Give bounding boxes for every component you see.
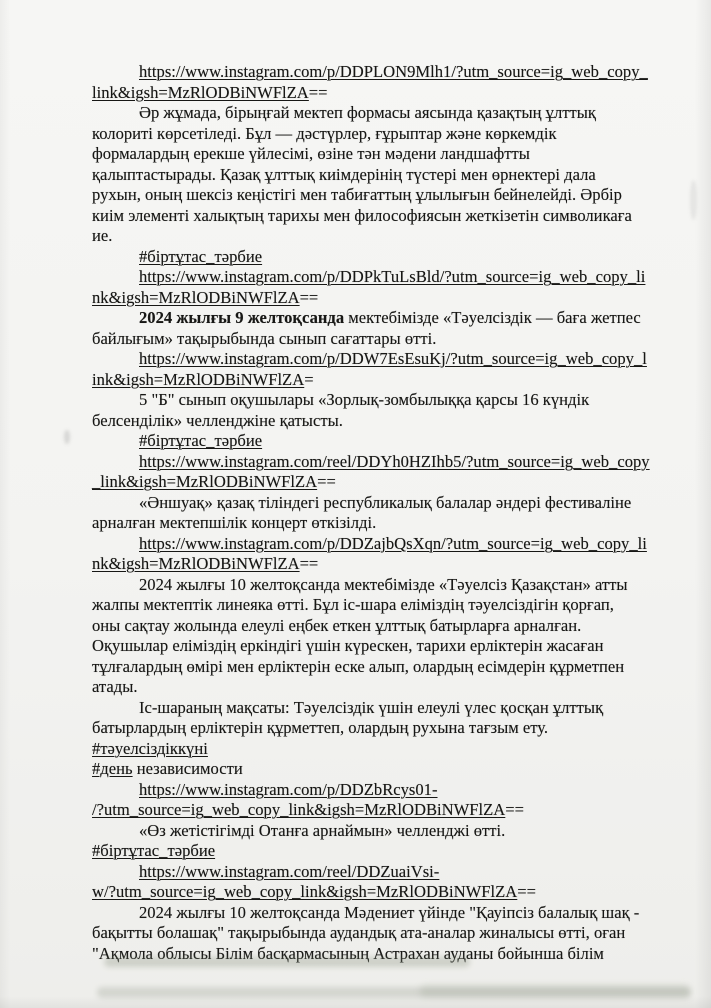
- document-line: [92, 83, 672, 104]
- body-text: независимости: [132, 759, 243, 778]
- body-text: 2024 жылғы 10 желтоқсанда мектебімізде «Тәуелсіз Қазақстан» атты: [139, 574, 628, 594]
- url-link[interactable]: https://www.instagram.com/p/DDZajbQsXqn/?utm_source=ig_web_copy_li: [139, 533, 647, 553]
- hashtag-link[interactable]: #день: [92, 759, 133, 778]
- body-text: батырлардың ерліктерін құрметтеп, олардың рухына тағзым ету.: [92, 718, 549, 737]
- document-line: [92, 308, 672, 329]
- document-line: [92, 226, 672, 247]
- body-text: Әр жұмада, бірыңғай мектеп формасы аясында қазақтың ұлттық: [139, 103, 596, 122]
- document-line: [92, 780, 672, 801]
- hashtag-link[interactable]: #тәуелсіздіккүні: [92, 738, 208, 758]
- body-text: «Әншуақ» қазақ тіліндегі республикалық балалар әндері фестиваліне: [139, 492, 632, 512]
- document-line: [92, 677, 672, 698]
- body-text: байлығым» тақырыбында сынып сағаттары өтті.: [92, 328, 437, 348]
- document-line: [92, 657, 672, 678]
- document-line: [92, 534, 672, 555]
- url-link[interactable]: nk&igsh=MzRlODBiNWFlZA: [92, 287, 300, 307]
- body-text: мектебімізде «Тәуелсіздік — баға жетпес: [344, 308, 641, 327]
- body-text: 2024 жылғы 10 желтоқсанда Мәдениет үйінде "Қауіпсіз балалық шақ -: [139, 902, 640, 922]
- body-text: Іс-шараның мақсаты: Тәуелсіздік үшін елеулі үлес қосқан ұлттық: [139, 697, 604, 717]
- body-text: белсенділік» челленджіне қатысты.: [92, 410, 343, 430]
- document-line: [92, 206, 672, 227]
- document-line: [92, 862, 672, 883]
- document-line: [92, 821, 672, 842]
- document-line: [92, 616, 672, 637]
- body-text: қалыптастырады. Қазақ ұлттық киімдерінің түстері мен өрнектері дала: [92, 164, 596, 184]
- scan-edge-shading-left: [0, 0, 10, 1008]
- document-line: [92, 247, 672, 268]
- url-link[interactable]: https://www.instagram.com/reel/DDYh0HZIhb5/?utm_source=ig_web_copy: [139, 451, 650, 471]
- bleed-through-text-artifact: [420, 985, 690, 997]
- url-link[interactable]: https://www.instagram.com/p/DDW7EsEsuKj/?utm_source=ig_web_copy_l: [139, 349, 647, 368]
- url-link[interactable]: ink&igsh=MzRlODBiNWFlZA: [92, 369, 305, 389]
- document-line: [92, 370, 672, 391]
- document-line: [92, 698, 672, 719]
- body-text: Оқушылар еліміздің еркіндігі үшін күрескен, тарихи ерліктерін жасаған: [92, 636, 604, 655]
- document-line: [92, 411, 672, 432]
- url-link[interactable]: https://www.instagram.com/p/DDZbRcys01-: [139, 779, 438, 799]
- body-text: бақытты болашақ" тақырыбында аудандық ата-аналар жиналысы өтті, оған: [92, 923, 626, 942]
- body-text: ==: [299, 554, 319, 573]
- document-line: [92, 103, 672, 124]
- document-line: [92, 349, 672, 370]
- url-link[interactable]: nk&igsh=MzRlODBiNWFlZA: [92, 554, 300, 573]
- hashtag-link[interactable]: #біртұтас_тәрбие: [139, 431, 263, 450]
- body-text: ие.: [92, 226, 113, 245]
- document-line: [92, 636, 672, 657]
- document-line: [92, 472, 672, 493]
- document-line: [92, 575, 672, 596]
- body-text: ==: [299, 287, 319, 307]
- body-text: ==: [317, 472, 336, 491]
- body-text: жалпы мектептік линеяка өтті. Бұл іс-шара еліміздің тәуелсіздігін қорғап,: [92, 595, 614, 614]
- url-link[interactable]: w/?utm_source=ig_web_copy_link&igsh=MzRlODBiNWFlZA: [92, 882, 518, 901]
- body-text: атады.: [92, 677, 138, 696]
- url-link[interactable]: https://www.instagram.com/p/DDPkTuLsBld/?utm_source=ig_web_copy_li: [139, 267, 646, 286]
- bleed-through-text-artifact: [104, 957, 470, 967]
- document-line: [92, 800, 672, 821]
- body-text: ==: [517, 882, 536, 901]
- document-line: [92, 165, 672, 186]
- url-link[interactable]: https://www.instagram.com/reel/DDZuaiVsi-: [139, 861, 440, 881]
- document-line: [92, 595, 672, 616]
- body-text: оны сақтау жолында елеулі еңбек еткен ұлттық батырларға арналған.: [92, 615, 582, 635]
- body-text: рухын, оның шексіз кеңістігі мен табиғаттың ұлылығын бейнелейді. Әрбір: [92, 185, 622, 204]
- document-line: [92, 882, 672, 903]
- scan-edge-shading-right: [695, 0, 711, 1008]
- body-text: "Ақмола облысы Білім басқармасының Астрахан ауданы бойынша білім: [92, 943, 604, 963]
- document-line: [92, 452, 672, 473]
- document-line: [92, 718, 672, 739]
- body-text: ==: [308, 82, 328, 102]
- document-line: [92, 759, 672, 780]
- body-text: киім элементі халықтың тарихы мен философиясын жеткізетін символикаға: [92, 205, 632, 225]
- url-link[interactable]: link&igsh=MzRlODBiNWFlZA: [92, 82, 309, 102]
- scan-noise-speck: [690, 180, 697, 220]
- document-line: [92, 124, 672, 145]
- body-text: ==: [505, 800, 524, 819]
- url-link[interactable]: /?utm_source=ig_web_copy_link&igsh=MzRlODBiNWFlZA: [92, 800, 506, 819]
- document-line: [92, 841, 672, 862]
- hashtag-link[interactable]: #біртұтас_тәрбие: [92, 841, 216, 860]
- document-line: [92, 144, 672, 165]
- body-text: колориті көрсетіледі. Бұл — дәстүрлер, ғұрыптар және көркемдік: [92, 123, 557, 143]
- document-line: [92, 923, 672, 944]
- document-line: [92, 390, 672, 411]
- body-text: =: [304, 369, 314, 389]
- body-text: 5 "Б" сынып оқушылары «Зорлық-зомбылыққа қарсы 16 күндік: [139, 390, 590, 409]
- document-line: [92, 185, 672, 206]
- url-link[interactable]: https://www.instagram.com/p/DDPLON9Mlh1/?utm_source=ig_web_copy_: [139, 62, 648, 81]
- document-line: [92, 267, 672, 288]
- document-line: [92, 431, 672, 452]
- body-text: тұлғалардың өмірі мен ерліктерін еске алып, олардың есімдерін құрметпен: [92, 656, 625, 676]
- hashtag-link[interactable]: #біртұтас_тәрбие: [139, 246, 263, 266]
- document-line: [92, 554, 672, 575]
- document-line: [92, 329, 672, 350]
- scan-noise-speck: [64, 430, 70, 444]
- body-text: арналған мектепшілік концерт өткізілді.: [92, 513, 377, 532]
- url-link[interactable]: _link&igsh=MzRlODBiNWFlZA: [92, 472, 318, 491]
- document-body: [92, 62, 672, 964]
- body-text: формалардың ерекше үйлесімі, өзіне тән мәдени ландшафтты: [92, 144, 530, 163]
- document-line: [92, 62, 672, 83]
- document-line: [92, 739, 672, 760]
- body-text: «Өз жетістігімді Отанға арнаймын» челленджі өтті.: [139, 820, 506, 840]
- document-line: [92, 288, 672, 309]
- document-line: [92, 493, 672, 514]
- document-line: [92, 903, 672, 924]
- date-emphasis-text: 2024 жылғы 9 желтоқсанда: [139, 308, 345, 327]
- document-line: [92, 513, 672, 534]
